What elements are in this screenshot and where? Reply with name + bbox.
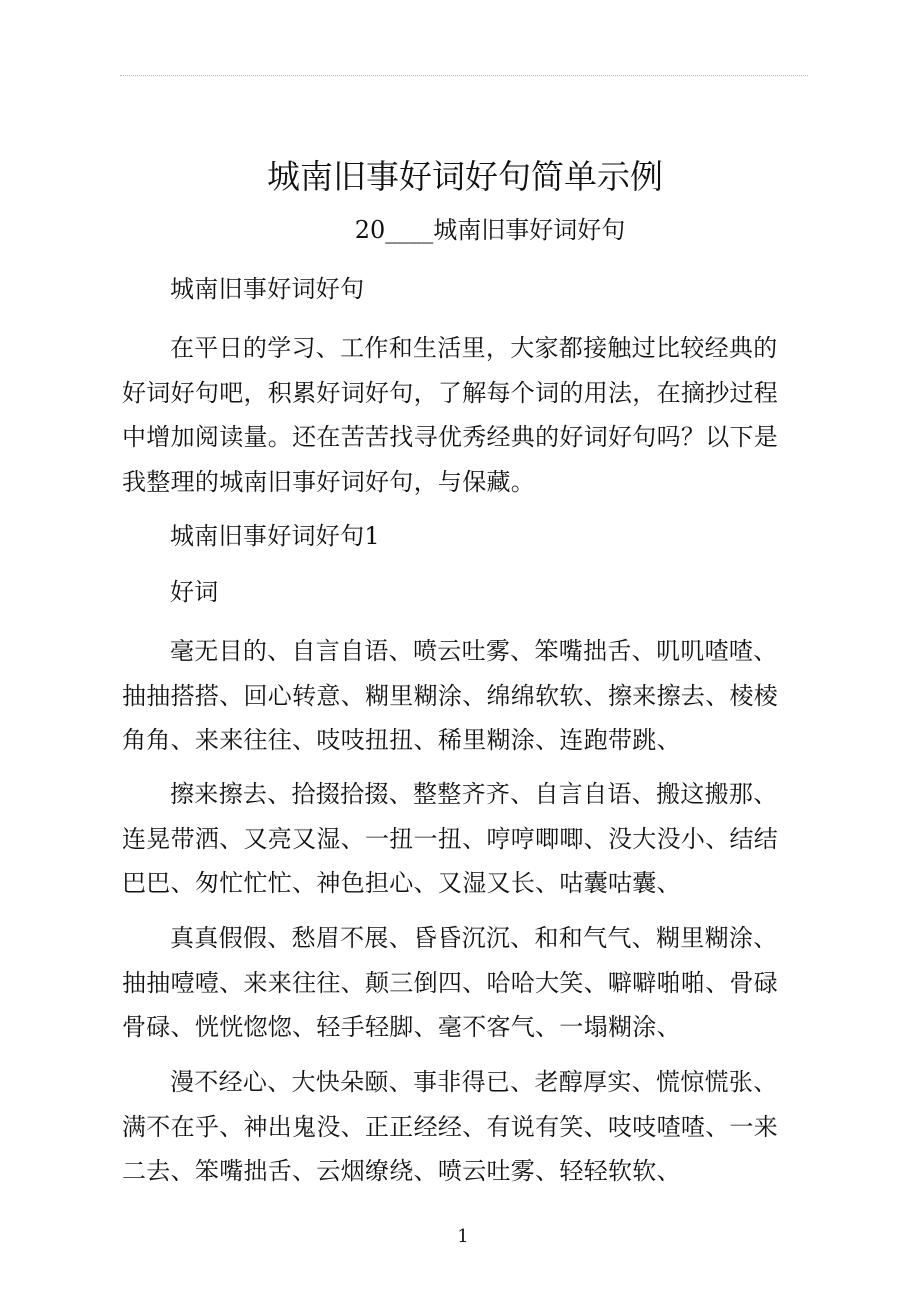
- header-rule: [120, 75, 808, 76]
- document-subtitle: 20____城南旧事好词好句: [354, 216, 626, 244]
- section-heading-1: 城南旧事好词好句1: [170, 522, 380, 550]
- word-list-paragraph-3: 真真假假、愁眉不展、昏昏沉沉、和和气气、糊里糊涂、抽抽噎噎、来来往往、颠三倒四、哈哈大笑、噼噼啪啪、骨碌骨碌、恍恍惚惚、轻手轻脚、毫不客气、一塌糊涂、: [122, 924, 779, 1041]
- document-title: 城南旧事好词好句简单示例: [267, 157, 663, 196]
- word-list-paragraph-1: 毫无目的、自言自语、喷云吐雾、笨嘴拙舌、叽叽喳喳、抽抽搭搭、回心转意、糊里糊涂、绵绵软软、擦来擦去、棱棱角角、来来往往、吱吱扭扭、稀里糊涂、连跑带跳、: [122, 637, 779, 754]
- page-number: 1: [457, 1226, 469, 1247]
- paragraph-heading-intro: 城南旧事好词好句: [170, 275, 365, 303]
- word-list-paragraph-2: 擦来擦去、拾掇拾掇、整整齐齐、自言自语、搬这搬那、连晃带洒、又亮又湿、一扭一扭、哼哼唧唧、没大没小、结结巴巴、匆忙忙忙、神色担心、又湿又长、咕囊咕囊、: [122, 780, 779, 897]
- paragraph-intro: 在平日的学习、工作和生活里，大家都接触过比较经典的好词好句吧，积累好词好句，了解每个词的用法，在摘抄过程中增加阅读量。还在苦苦找寻优秀经典的好词好句吗？以下是我整理的城南旧事好词好句，与保藏。: [122, 334, 779, 496]
- subheading-good-words: 好词: [170, 578, 219, 606]
- word-list-paragraph-4: 漫不经心、大快朵颐、事非得已、老醇厚实、慌惊慌张、满不在乎、神出鬼没、正正经经、有说有笑、吱吱喳喳、一来二去、笨嘴拙舌、云烟缭绕、喷云吐雾、轻轻软软、: [122, 1068, 779, 1185]
